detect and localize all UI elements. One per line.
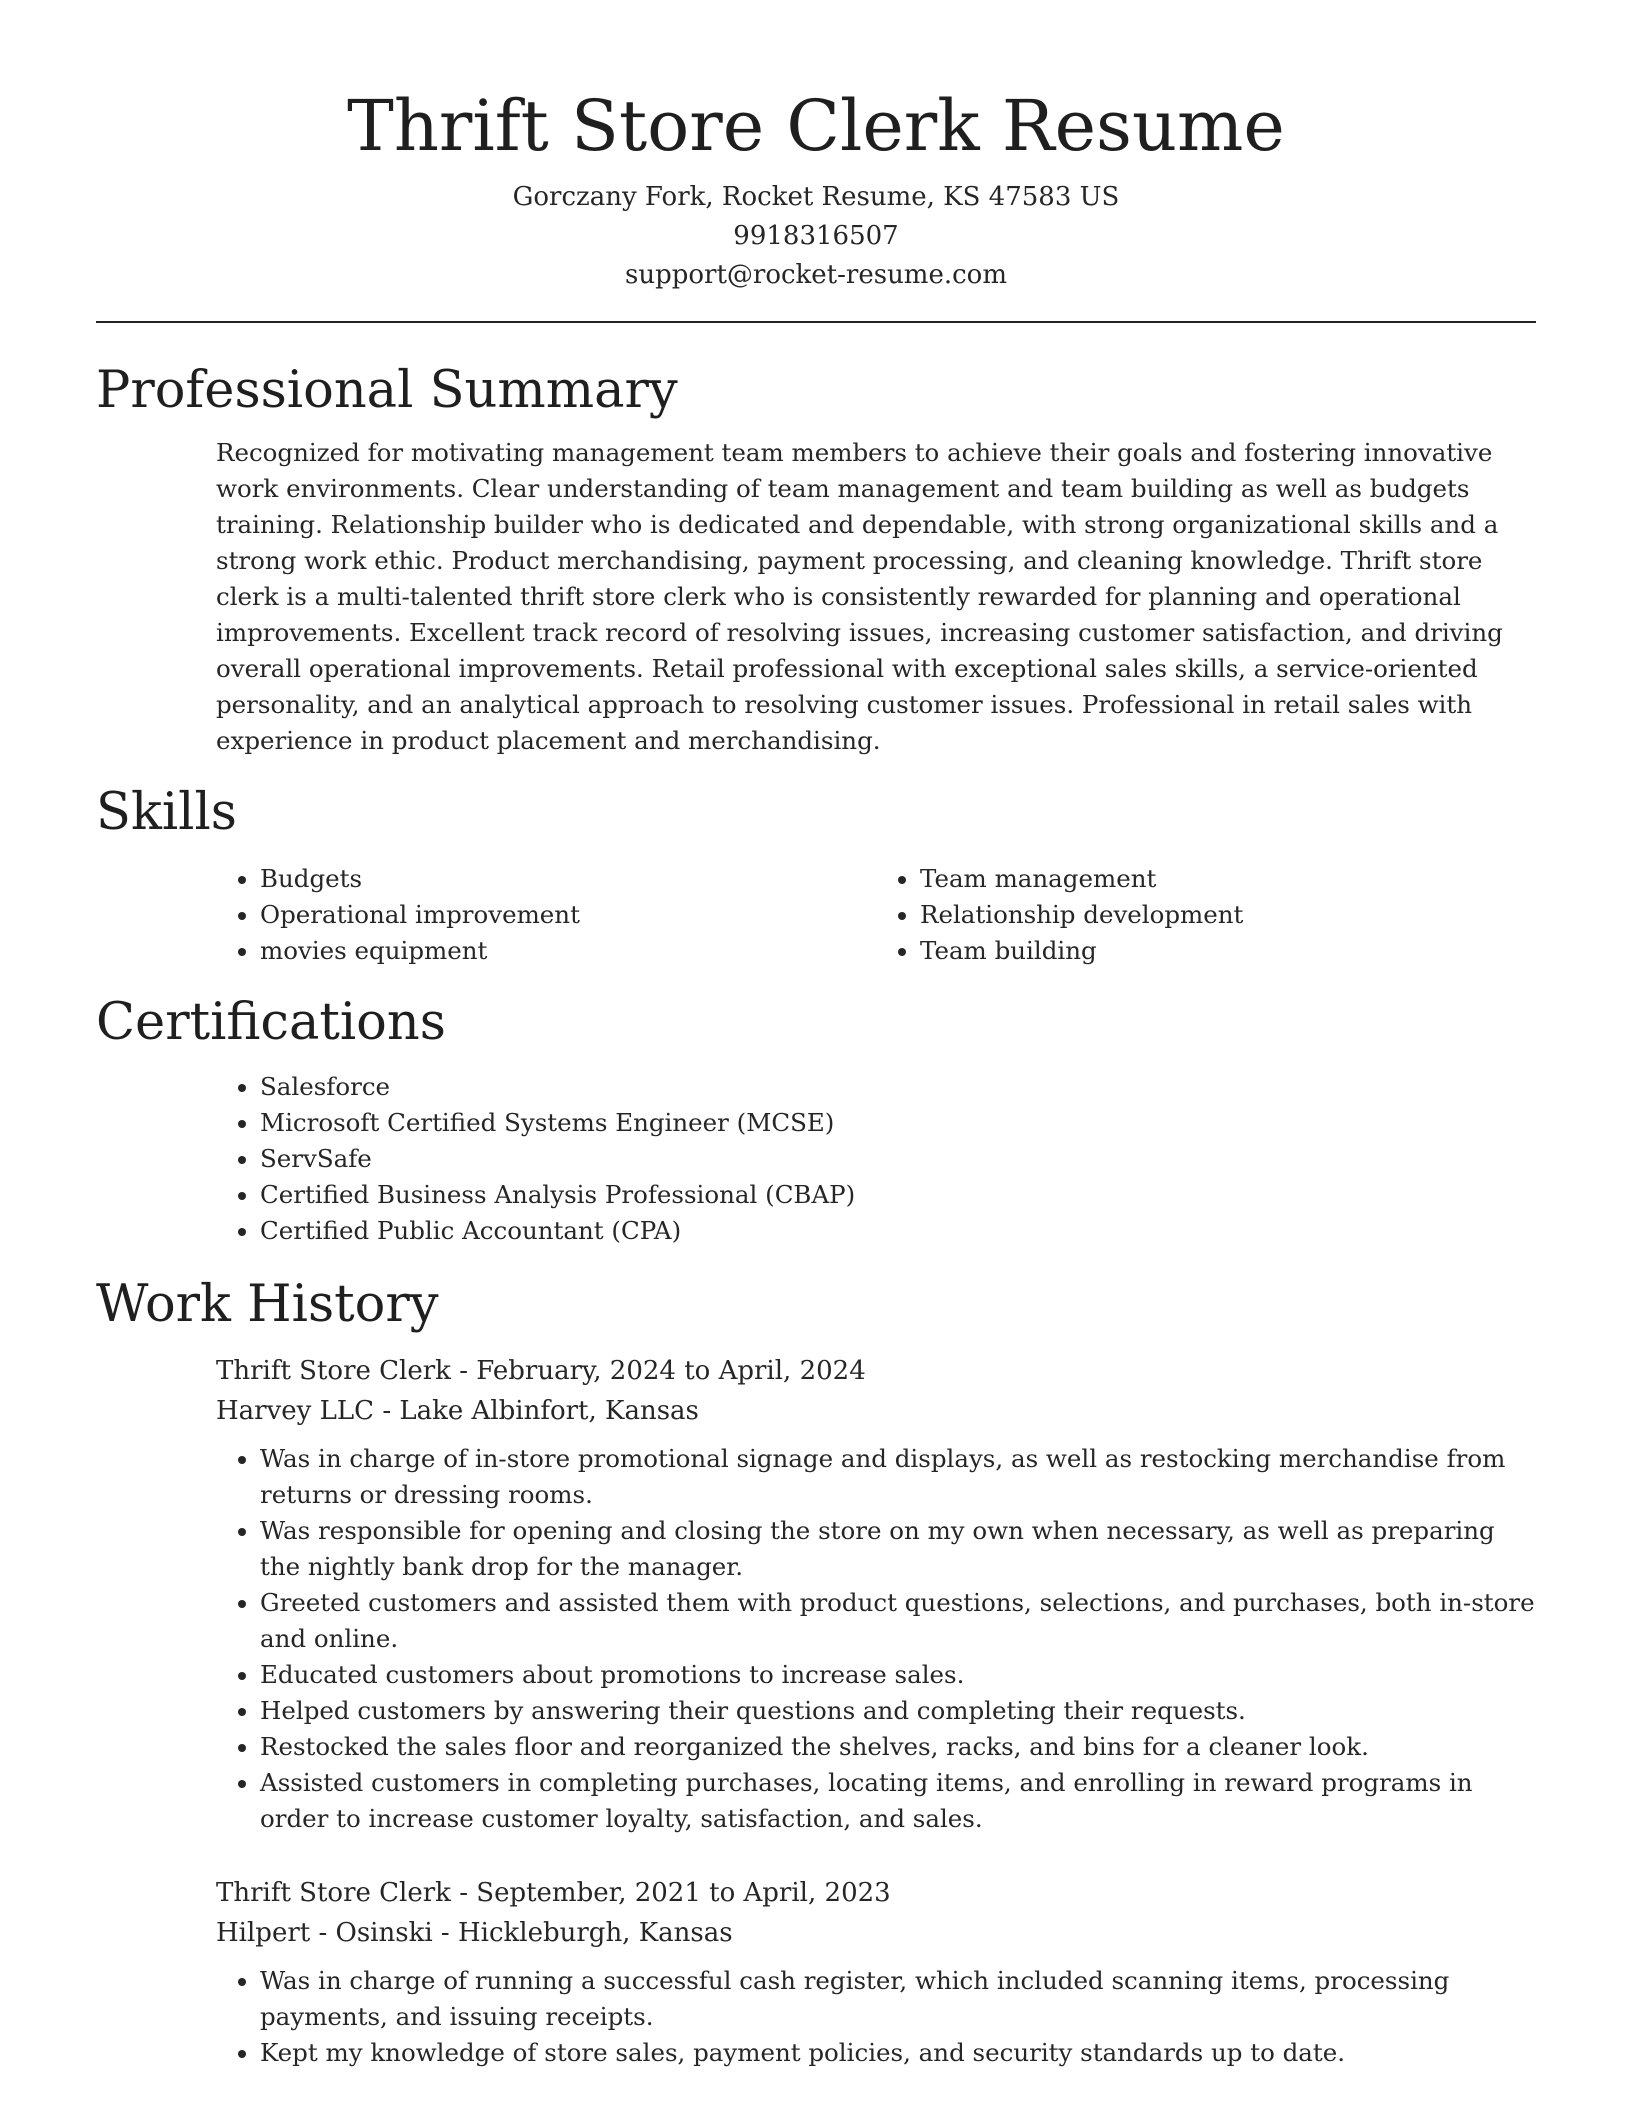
- resume-page: [96, 0, 1536, 2071]
- contact-block: [96, 178, 1536, 295]
- skill-item: • Team management: [920, 861, 1536, 897]
- job-bullet: • Greeted customers and assisted them with product questions, selections, and purchases, both in-store and online.: [260, 1585, 1536, 1657]
- job-entry: [216, 1873, 1536, 2071]
- job-bullets: [216, 1441, 1536, 1837]
- job-bullet: • Was responsible for opening and closing the store on my own when necessary, as well as preparing the nightly bank drop for the manager.: [260, 1513, 1536, 1585]
- work-history-heading: Work History: [96, 1275, 439, 1334]
- job-bullet: • Was in charge of running a successful cash register, which included scanning items, processing payments, and issuing receipts.: [260, 1963, 1536, 2035]
- job-bullet-list: [216, 1441, 1536, 1837]
- job-company-line: Hilpert - Osinski - Hickleburgh, Kansas: [216, 1918, 733, 1948]
- contact-email: support@rocket-resume.com: [624, 260, 1007, 290]
- certifications-list: [216, 1069, 1536, 1249]
- contact-address: Gorczany Fork, Rocket Resume, KS 47583 US: [512, 182, 1120, 212]
- skills-list: [216, 861, 1536, 969]
- skills-heading: Skills: [96, 783, 237, 842]
- certification-item: • ServSafe: [260, 1141, 1536, 1177]
- resume-title: Thrift Store Clerk Resume: [347, 85, 1285, 167]
- skills-column-left: [216, 861, 876, 969]
- job-company-line: Harvey LLC - Lake Albinfort, Kansas: [216, 1396, 699, 1426]
- job-bullet: • Restocked the sales floor and reorganized the shelves, racks, and bins for a cleaner look.: [260, 1729, 1536, 1765]
- skill-item: • Operational improvement: [260, 897, 876, 933]
- job-bullet-list: [216, 1963, 1536, 2071]
- certifications-ul: [216, 1069, 1536, 1249]
- summary-text: Recognized for motivating management team members to achieve their goals and fostering innovative work environments. Clear understanding of team management and team building as well as budgets training. Relationship builder who is dedicated and dependable, with strong organizational skills and a strong work ethic. Product merchandising, payment processing, and cleaning knowledge. Thrift store clerk is a multi-talented thrift store clerk who is consistently rewarded for planning and operational improvements. Excellent track record of resolving issues, increasing customer satisfaction, and driving overall operational improvements. Retail professional with exceptional sales skills, a service-oriented personality, and an analytical approach to resolving customer issues. Professional in retail sales with experience in product placement and merchandising.: [216, 438, 1503, 755]
- header-divider: [96, 321, 1536, 323]
- certification-item: • Salesforce: [260, 1069, 1536, 1105]
- job-title-line: Thrift Store Clerk - September, 2021 to April, 2023: [216, 1878, 891, 1908]
- job-title-line: Thrift Store Clerk - February, 2024 to April, 2024: [216, 1356, 866, 1386]
- skill-item: • movies equipment: [260, 933, 876, 969]
- job-bullet: • Assisted customers in completing purchases, locating items, and enrolling in reward programs in order to increase customer loyalty, satisfaction, and sales.: [260, 1765, 1536, 1837]
- job-entry: [216, 1351, 1536, 1837]
- job-bullet: • Was in charge of in-store promotional signage and displays, as well as restocking merchandise from returns or dressing rooms.: [260, 1441, 1536, 1513]
- job-bullet: • Educated customers about promotions to increase sales.: [260, 1657, 1536, 1693]
- job-bullets: [216, 1963, 1536, 2071]
- skill-item: • Budgets: [260, 861, 876, 897]
- skill-item: • Relationship development: [920, 897, 1536, 933]
- contact-phone: 9918316507: [733, 221, 899, 251]
- certification-item: • Certified Public Accountant (CPA): [260, 1213, 1536, 1249]
- certification-item: • Microsoft Certified Systems Engineer (MCSE): [260, 1105, 1536, 1141]
- job-bullet: • Kept my knowledge of store sales, payment policies, and security standards up to date.: [260, 2035, 1536, 2071]
- job-bullet: • Helped customers by answering their questions and completing their requests.: [260, 1693, 1536, 1729]
- certification-item: • Certified Business Analysis Professional (CBAP): [260, 1177, 1536, 1213]
- summary-heading: Professional Summary: [96, 361, 678, 420]
- skills-column-right: [876, 861, 1536, 969]
- skill-item: • Team building: [920, 933, 1536, 969]
- certifications-heading: Certifications: [96, 993, 446, 1052]
